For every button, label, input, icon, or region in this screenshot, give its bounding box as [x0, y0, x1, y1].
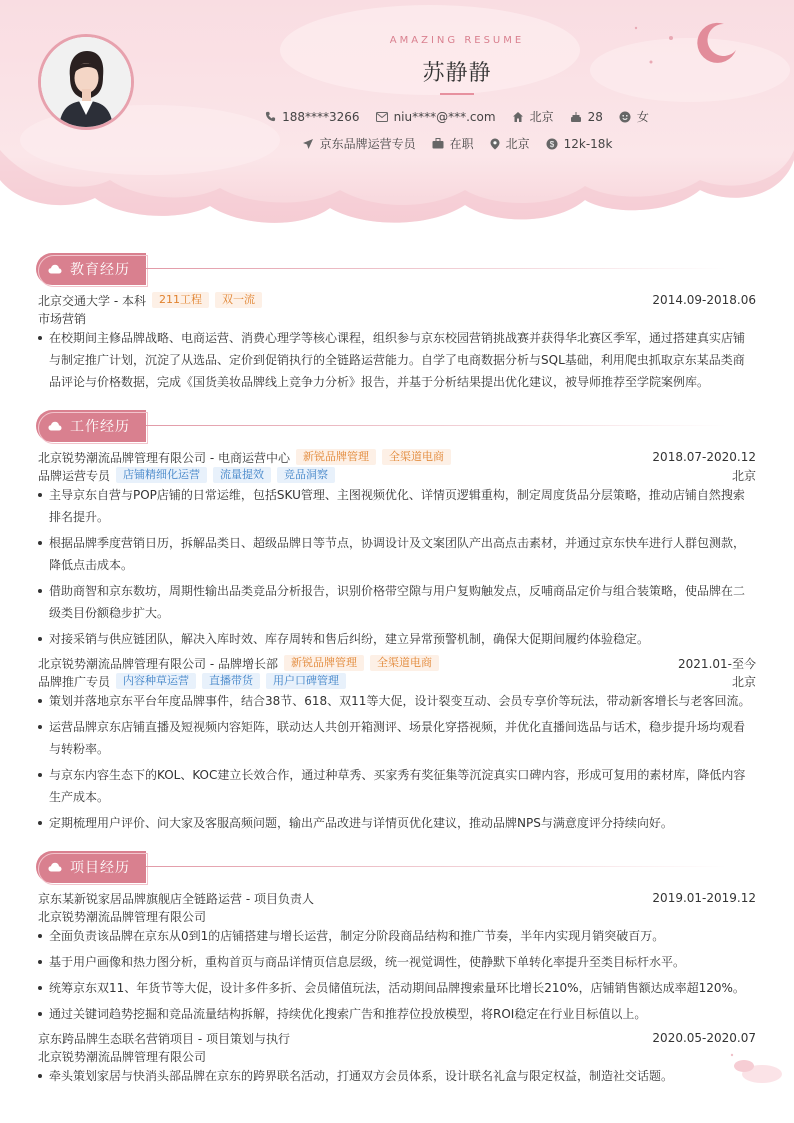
email-item [376, 110, 496, 124]
list-item: 根据品牌季度营销日历，拆解品类日、超级品牌日等节点，协调设计及文案团队产出高点击素材，并通过京东快车进行人群包测款，降低点击成本。 [38, 532, 756, 576]
education-period: 2014.09-2018.06 [652, 293, 756, 307]
job-role: 品牌运营专员 [38, 468, 111, 483]
list-item: 定期梳理用户评价、问大家及客服高频问题，输出产品改进与详情页优化建议，推动品牌NPS与满意度评分持续向好。 [38, 812, 756, 834]
project-name: 京东某新锐家居品牌旗舰店全链路运营 - 项目负责人 [38, 891, 314, 906]
role-tag: 直播带货 [202, 673, 260, 689]
school-tag: 211工程 [152, 292, 209, 308]
phone-icon [265, 111, 276, 122]
role-tag: 流量提效 [213, 467, 271, 483]
section-divider [146, 268, 726, 269]
project-title: 项目经历 [70, 860, 130, 876]
home-icon [512, 111, 524, 123]
job-role-row [38, 672, 756, 690]
job-header [38, 654, 756, 672]
resume-header [0, 0, 794, 240]
briefcase-icon [432, 138, 444, 149]
status-item [432, 135, 474, 152]
name-underline [440, 93, 474, 95]
project-period: 2020.05-2020.07 [652, 1031, 756, 1045]
project-period: 2019.01-2019.12 [652, 891, 756, 905]
coin-icon [546, 138, 558, 150]
company-tag: 全渠道电商 [382, 449, 451, 465]
list-item: 牵头策划家居与快消头部品牌在京东的跨界联名活动，打通双方会员体系，设计联名礼盒与限定权益，制造社交话题。 [38, 1065, 756, 1087]
project-name: 京东跨品牌生态联名营销项目 - 项目策划与执行 [38, 1031, 290, 1046]
project-header [38, 1029, 756, 1047]
role-tag: 用户口碑管理 [266, 673, 346, 689]
role-tag: 内容种草运营 [116, 673, 196, 689]
city-item [512, 108, 554, 125]
target-position-value: 京东品牌运营专员 [319, 137, 416, 151]
resume-subtitle: AMAZING RESUME [389, 35, 525, 46]
project-header [38, 889, 756, 907]
major: 市场营销 [38, 311, 87, 326]
list-item: 全面负责该品牌在京东从0到1的店铺搭建与增长运营，制定分阶段商品结构和推广节奏，半年内实现月销突破百万。 [38, 925, 756, 947]
age-value: 28 [587, 109, 603, 124]
cloud-icon [48, 421, 62, 431]
smile-icon [619, 111, 631, 123]
svg-text:$: $ [549, 139, 554, 149]
project-company: 北京锐势潮流品牌管理有限公司 [38, 909, 207, 924]
city-value: 北京 [529, 110, 554, 124]
project-section-header [36, 851, 756, 883]
job-bullets [38, 484, 756, 654]
list-item: 运营品牌京东店铺直播及短视频内容矩阵，联动达人共创开箱测评、场景化穿搭视频，并优化直播间选品与话术，稳步提升场均观看与转粉率。 [38, 716, 756, 760]
education-title: 教育经历 [70, 262, 130, 278]
job-city: 北京 [731, 674, 756, 689]
list-item: 在校期间主修品牌战略、电商运营、消费心理学等核心课程，组织参与京东校园营销挑战赛并获得华北赛区季军，通过搭建真实店铺与制定推广计划，沉淀了从选品、定价到促销执行的全链路运营能力。自学了电商数据分析与SQL基础，利用爬虫抓取京东某品类商品评论与价格数据，完成《国货美妆品牌线上竞争力分析》报告，并基于分析结果提出优化建议，被导师推荐至学院案例库。 [38, 327, 756, 393]
gender-value: 女 [636, 110, 649, 124]
status-value: 在职 [449, 137, 474, 151]
job-bullets [38, 690, 756, 838]
list-item: 策划并落地京东平台年度品牌事件，结合38节、618、双11等大促，设计裂变互动、会员专享价等玩法，带动新客增长与老客回流。 [38, 690, 756, 712]
list-item: 通过关键词趋势挖掘和竞品流量结构拆解，持续优化搜索广告和推荐位投放模型，将ROI稳定在行业目标值以上。 [38, 1003, 756, 1025]
cloud-icon [48, 862, 62, 872]
job-intent-row [0, 135, 794, 152]
company-name: 北京锐势潮流品牌管理有限公司 - 品牌增长部 [38, 656, 278, 671]
project-tab [36, 851, 146, 883]
project-bullets [38, 925, 756, 1029]
target-city-value: 北京 [505, 137, 530, 151]
role-tag: 竞品洞察 [277, 467, 335, 483]
cloud-decoration [728, 1052, 784, 1086]
company-name: 北京锐势潮流品牌管理有限公司 - 电商运营中心 [38, 450, 290, 465]
job-city: 北京 [731, 468, 756, 483]
project-company-row [38, 1047, 756, 1065]
school-tag: 双一流 [215, 292, 262, 308]
work-section-header [36, 410, 756, 442]
list-item: 对接采销与供应链团队，解决入库时效、库存周转和售后纠纷，建立异常预警机制，确保大促期间履约体验稳定。 [38, 628, 756, 650]
target-position-item [302, 135, 416, 152]
job-period: 2021.01-至今 [678, 656, 756, 671]
job-role: 品牌推广专员 [38, 674, 111, 689]
target-city-item [490, 135, 530, 152]
education-major-row [38, 309, 756, 327]
education-section-header [36, 253, 756, 285]
work-tab [36, 410, 146, 442]
company-tag: 新锐品牌管理 [296, 449, 376, 465]
section-divider [146, 866, 726, 867]
mail-icon [376, 112, 388, 122]
list-item: 主导京东自营与POP店铺的日常运维，包括SKU管理、主图视频优化、详情页逻辑重构，制定周度货品分层策略，推动店铺自然搜索排名提升。 [38, 484, 756, 528]
company-tag: 全渠道电商 [370, 655, 439, 671]
section-divider [146, 425, 726, 426]
send-icon [302, 138, 314, 150]
cloud-icon [48, 264, 62, 274]
contact-row [0, 108, 794, 125]
project-company: 北京锐势潮流品牌管理有限公司 [38, 1049, 207, 1064]
list-item: 借助商智和京东数坊，周期性输出品类竞品分析报告，识别价格带空隙与用户复购触发点，反哺商品定价与组合装策略，使品牌在二级类目份额稳步扩大。 [38, 580, 756, 624]
education-entry-header [38, 291, 756, 309]
school-name: 北京交通大学 - 本科 [38, 293, 146, 308]
education-tab [36, 253, 146, 285]
role-tag: 店铺精细化运营 [116, 467, 207, 483]
education-bullets [38, 327, 756, 397]
project-bullets [38, 1065, 756, 1091]
email-value: niu****@***.com [393, 109, 496, 124]
age-item [570, 110, 603, 124]
list-item: 基于用户画像和热力图分析，重构首页与商品详情页信息层级，统一视觉调性，使静默下单转化率提升至类目标杆水平。 [38, 951, 756, 973]
candidate-name: 苏静静 [422, 61, 492, 86]
cake-icon [570, 111, 582, 123]
salary-value: 12k-18k [563, 136, 613, 151]
list-item: 统筹京东双11、年货节等大促，设计多件多折、会员储值玩法，活动期间品牌搜索量环比增长210%，店铺销售额达成率超120%。 [38, 977, 756, 999]
location-pin-icon [490, 138, 500, 150]
phone-item [265, 110, 359, 124]
company-tag: 新锐品牌管理 [284, 655, 364, 671]
phone-value: 188****3266 [282, 109, 360, 124]
job-role-row [38, 466, 756, 484]
gender-item [619, 108, 649, 125]
work-title: 工作经历 [70, 419, 130, 435]
list-item: 与京东内容生态下的KOL、KOC建立长效合作，通过种草秀、买家秀有奖征集等沉淀真实口碑内容，形成可复用的素材库，降低内容生产成本。 [38, 764, 756, 808]
salary-item [546, 137, 613, 151]
job-header [38, 448, 756, 466]
project-company-row [38, 907, 756, 925]
job-period: 2018.07-2020.12 [652, 450, 756, 464]
